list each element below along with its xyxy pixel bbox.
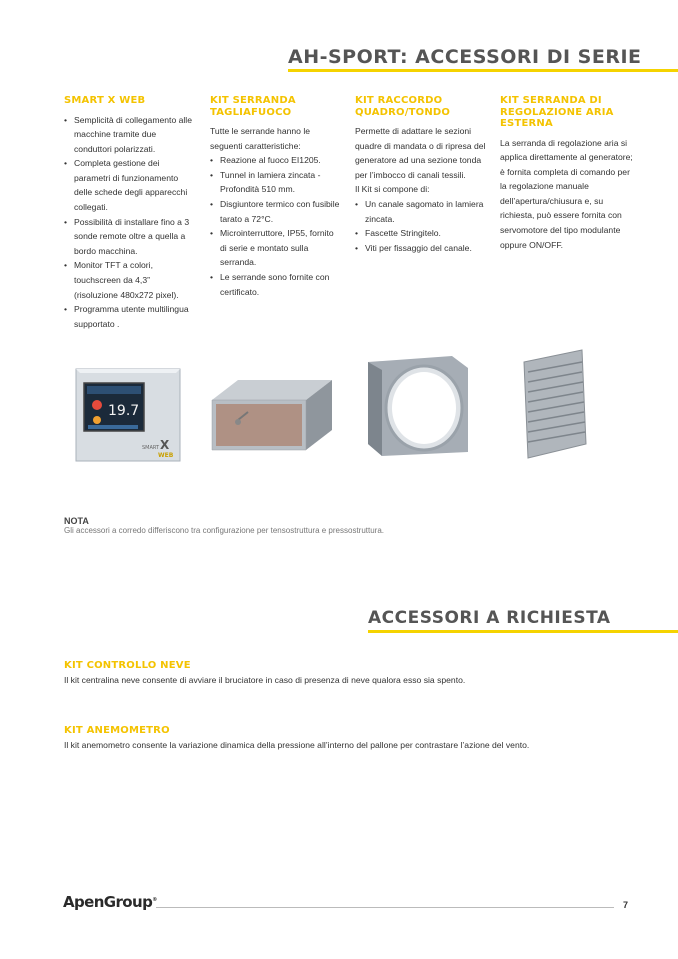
list-item: • Programma utente multilingua supportato . <box>74 302 196 331</box>
list-item: • Disgiuntore termico con fusibile tarato a 72°C. <box>220 197 342 226</box>
column-kit-serranda-regolazione <box>500 95 638 252</box>
note-text: Gli accessori a corredo differiscono tra configurazione per tensostruttura e pressostruttura. <box>64 526 385 535</box>
page-number: 7 <box>623 900 629 910</box>
section-title-accessori-a-richiesta: ACCESSORI A RICHIESTA <box>368 608 611 628</box>
request-text: Il kit anemometro consente la variazione dinamica della pressione all’interno del pallone per contrastare l’azione del vento. <box>64 740 530 750</box>
list-item: • Fascette Stringitelo. <box>365 226 487 241</box>
column-intro: Permette di adattare le sezioni quadre di mandata o di ripresa del generatore ad una sezione tonda per l’imbocco di canali tessili. <box>355 126 486 180</box>
note-title: NOTA <box>64 516 89 526</box>
list-item: • Possibilità di installare fino a 3 sonde remote oltre a quella a bordo macchina. <box>74 215 196 259</box>
list-item: • Viti per fissaggio del canale. <box>365 241 487 256</box>
brand-web: WEB <box>158 452 174 459</box>
request-kit-anemometro <box>64 725 644 750</box>
title-underline <box>368 630 678 633</box>
column-title: KIT SERRANDA TAGLIAFUOCO <box>210 95 296 118</box>
bullet-list <box>64 113 196 332</box>
list-item: • Monitor TFT a colori, touchscreen da 4,3” (risoluzione 480x272 pixel). <box>74 258 196 302</box>
column-title: SMART X WEB <box>64 95 146 106</box>
column-intro-2: Il Kit si compone di: <box>355 184 430 195</box>
apengroup-logo <box>63 893 157 911</box>
request-title: KIT ANEMOMETRO <box>64 725 170 736</box>
column-title: KIT RACCORDO QUADRO/TONDO <box>355 95 451 118</box>
outdoor-air-damper-image <box>520 348 590 460</box>
smart-x-web-controller-image <box>72 365 184 465</box>
column-smart-x-web <box>64 95 196 331</box>
list-item: • Microinterruttore, IP55, fornito di serie e montato sulla serranda. <box>220 226 342 270</box>
bullet-list <box>355 197 487 255</box>
column-kit-serranda-tagliafuoco <box>210 95 342 299</box>
request-text: Il kit centralina neve consente di avviare il bruciatore in caso di presenza di neve qualora esso sia spento. <box>64 675 466 685</box>
brand-x: X <box>160 438 170 452</box>
list-item: • Completa gestione dei parametri di funzionamento delle schede degli apparecchi collegati. <box>74 156 196 214</box>
title-underline <box>288 69 678 72</box>
bullet-list <box>210 153 342 299</box>
brand-small: SMART <box>142 445 160 451</box>
display-value: 19.7 <box>108 403 140 419</box>
page-title: AH-SPORT: ACCESSORI DI SERIE <box>288 46 642 68</box>
logo-text: ApenGroup <box>63 893 153 911</box>
column-title: KIT SERRANDA DI REGOLAZIONE ARIA ESTERNA <box>500 95 614 129</box>
column-intro: La serranda di regolazione aria si applica direttamente al generatore; è fornita completa di comando per la regolazione manuale dell’apertura/chiusura e, su richiesta, può essere fornita con servomotore del tipo modulante oppure ON/OFF. <box>500 137 633 250</box>
list-item: • Tunnel in lamiera zincata - Profondità 510 mm. <box>220 168 342 197</box>
list-item: • Le serrande sono fornite con certificato. <box>220 270 342 299</box>
column-kit-raccordo <box>355 95 487 255</box>
list-item: • Semplicità di collegamento alle macchine tramite due conduttori polarizzati. <box>74 113 196 157</box>
registered-mark: ® <box>152 897 157 903</box>
fire-damper-image <box>208 360 336 452</box>
note-block <box>64 516 384 535</box>
list-item: • Un canale sagomato in lamiera zincata. <box>365 197 487 226</box>
column-intro: Tutte le serrande hanno le seguenti caratteristiche: <box>210 126 311 151</box>
request-kit-controllo-neve <box>64 660 644 685</box>
request-title: KIT CONTROLLO NEVE <box>64 660 191 671</box>
list-item: • Reazione al fuoco EI1205. <box>220 153 342 168</box>
footer-divider <box>156 907 614 908</box>
square-round-adapter-image <box>362 352 474 460</box>
